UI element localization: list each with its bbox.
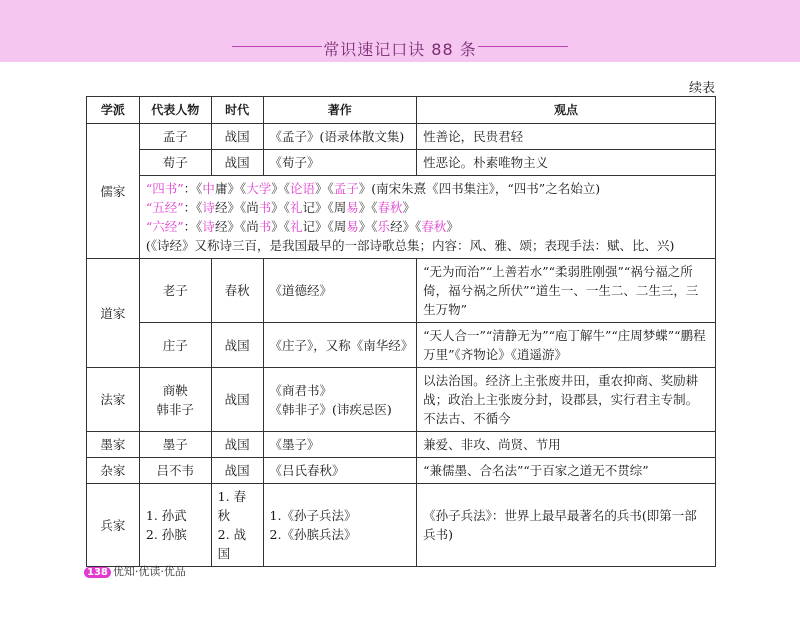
person-cell [139, 368, 211, 432]
continued-label: 续表 [688, 81, 715, 96]
era-cell: 战国 [211, 124, 263, 150]
confucian-notes-cell [139, 176, 715, 259]
era-cell: 战国 [211, 323, 263, 368]
view-cell: 以法治国。经济上主张废井田，重农抑商、奖励耕战；政治上主张废分封，设郡县，实行君主专制。不法古、不循今 [417, 368, 716, 432]
person-name: 2. 孙膑 [145, 527, 187, 542]
work-cell: 《墨子》 [263, 432, 417, 458]
table-row [87, 368, 716, 432]
work-title: 《商君书》 [269, 382, 333, 398]
header-work: 著作 [263, 97, 417, 124]
work-cell: 《荀子》 [263, 150, 417, 176]
table-row [87, 176, 716, 259]
work-cell: 《庄子》，又称《南华经》 [263, 323, 417, 368]
work-title: 1.《孙子兵法》 [269, 508, 357, 523]
view-cell: “天人合一”“清静无为”“庖丁解牛”“庄周梦蝶”“鹏程万里”《齐物论》《逍遥游》 [417, 323, 716, 368]
view-cell: 兼爱、非攻、尚贤、节用 [417, 432, 716, 458]
school-cell: 法家 [87, 368, 140, 432]
school-cell: 兵家 [87, 484, 140, 567]
schools-table [86, 96, 716, 567]
view-cell: “兼儒墨、合名法”“于百家之道无不贯综” [417, 458, 716, 484]
header-era: 时代 [211, 97, 263, 124]
person-cell: 庄子 [139, 323, 211, 368]
work-cell [263, 368, 417, 432]
view-cell: 《孙子兵法》：世界上最早最著名的兵书(即第一部兵书) [417, 484, 716, 567]
school-cell: 墨家 [87, 432, 140, 458]
work-cell: 《孟子》(语录体散文集) [263, 124, 417, 150]
person-name: 1. 孙武 [145, 508, 187, 523]
era-cell: 战国 [211, 150, 263, 176]
era-cell: 战国 [211, 432, 263, 458]
era-cell: 战国 [211, 368, 263, 432]
view-cell: 性恶论。朴素唯物主义 [417, 150, 716, 176]
person-cell: 墨子 [139, 432, 211, 458]
era-cell: 战国 [211, 458, 263, 484]
work-cell: 《道德经》 [263, 259, 417, 323]
table-row [87, 150, 716, 176]
school-cell: 道家 [87, 259, 140, 368]
page-number: 138 [84, 567, 111, 578]
person-cell: 荀子 [139, 150, 211, 176]
footer-slogan: 优知·优读·优品 [112, 565, 186, 578]
page-footer [84, 563, 186, 579]
era-label: 2. 战国 [217, 527, 247, 561]
school-cell: 儒家 [87, 124, 140, 259]
person-name: 商鞅 [162, 382, 188, 398]
work-cell: 《吕氏春秋》 [263, 458, 417, 484]
header-school: 学派 [87, 97, 140, 124]
view-cell: “无为而治”“上善若水”“柔弱胜刚强”“祸兮福之所倚，福兮祸之所伏”“道生一、一生二、二生三，三生万物” [417, 259, 716, 323]
table-row [87, 124, 716, 150]
header-person: 代表人物 [139, 97, 211, 124]
table-row [87, 323, 716, 368]
note-shijing: (《诗经》又称诗三百，是我国最早的一部诗歌总集；内容：风、雅、颂；表现手法：赋、比、兴) [145, 238, 675, 253]
person-cell: 孟子 [139, 124, 211, 150]
school-cell: 杂家 [87, 458, 140, 484]
person-cell: 吕不韦 [139, 458, 211, 484]
era-cell: 春秋 [211, 259, 263, 323]
work-cell [263, 484, 417, 567]
work-title: 2.《孙膑兵法》 [269, 527, 357, 542]
table-header-row [87, 97, 716, 124]
work-title: 《韩非子》(讳疾忌医) [269, 401, 392, 417]
table-row [87, 458, 716, 484]
table-row [87, 259, 716, 323]
person-cell [139, 484, 211, 567]
note-six-classics: “六经”：《诗经》《尚书》《礼记》《周易》《乐经》《春秋》 [145, 219, 459, 234]
person-name: 韩非子 [156, 401, 195, 417]
person-cell: 老子 [139, 259, 211, 323]
note-five-classics: “五经”：《诗经》《尚书》《礼记》《周易》《春秋》 [145, 200, 416, 215]
era-cell [211, 484, 263, 567]
era-label: 1. 春秋 [217, 489, 247, 523]
page-title: 常识速记口诀 88 条 [323, 40, 477, 59]
table-row [87, 484, 716, 567]
table-row [87, 432, 716, 458]
header-view: 观点 [417, 97, 716, 124]
note-four-books: “四书”：《中庸》《大学》《论语》《孟子》(南宋朱熹《四书集注》，“四书”之名始立) [145, 181, 601, 196]
view-cell: 性善论，民贵君轻 [417, 124, 716, 150]
